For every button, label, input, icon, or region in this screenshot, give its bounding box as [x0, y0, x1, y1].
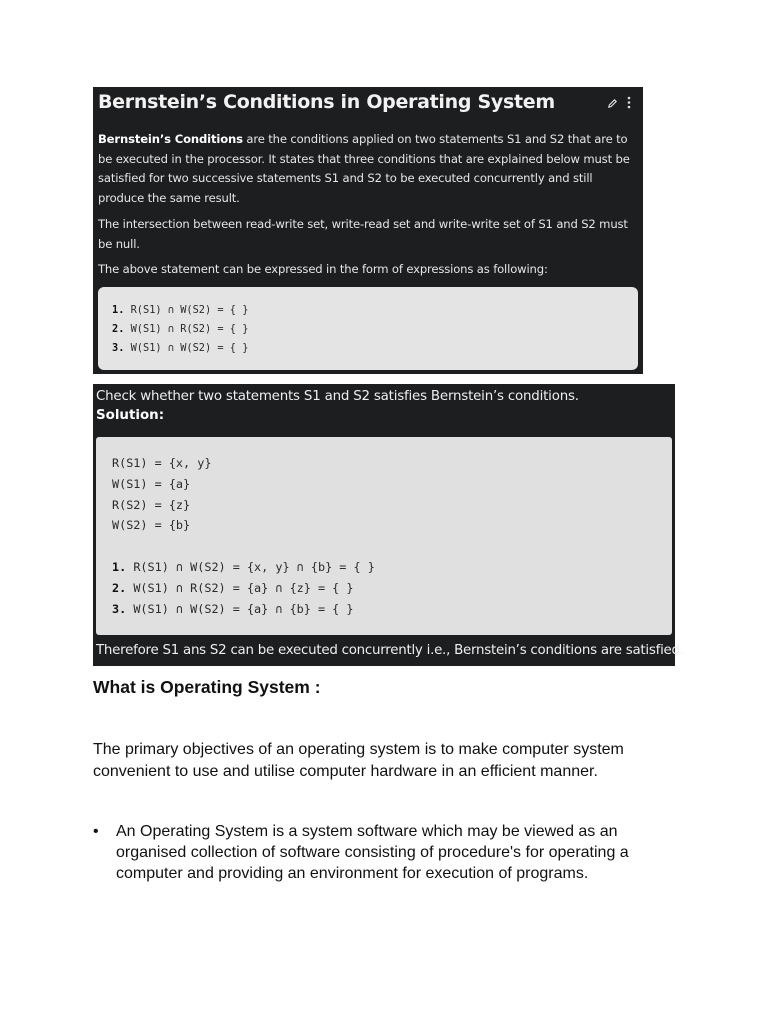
- intersection-statement: The intersection between read-write set, write-read set and write-write set of S1 and S2 must be null.: [98, 217, 628, 251]
- check-line: 3. W(S1) ∩ W(S2) = {a} ∩ {b} = { }: [112, 601, 354, 616]
- solution-code-block: [96, 437, 672, 635]
- bernstein-conditions-panel: [93, 87, 643, 374]
- check-line: 2. W(S1) ∩ R(S2) = {a} ∩ {z} = { }: [112, 580, 354, 595]
- check-line: 1. R(S1) ∩ W(S2) = {x, y} ∩ {b} = { }: [112, 560, 375, 575]
- conditions-code-block: [98, 287, 638, 370]
- expression-intro: The above statement can be expressed in the form of expressions as following:: [98, 262, 548, 276]
- set-line: R(S1) = {x, y}: [112, 456, 212, 470]
- code-line: 3. W(S1) ∩ W(S2) = { }: [112, 342, 249, 354]
- panel-toolbar: [607, 96, 631, 112]
- more-vertical-icon[interactable]: [627, 96, 631, 112]
- conclusion-text: Therefore S1 ans S2 can be executed concurrently i.e., Bernstein’s conditions are satisfied.: [96, 643, 684, 658]
- code-line: 2. W(S1) ∩ R(S2) = { }: [112, 323, 249, 335]
- example-question: Check whether two statements S1 and S2 satisfies Bernstein’s conditions.: [96, 389, 579, 404]
- code-line: 1. R(S1) ∩ W(S2) = { }: [112, 304, 249, 316]
- set-line: R(S2) = {z}: [112, 497, 191, 512]
- objectives-paragraph: The primary objectives of an operating system is to make computer system convenient to use and utilise computer hardware in an efficient manner.: [93, 741, 624, 780]
- set-line: W(S1) = {a}: [112, 476, 191, 491]
- spacer: [112, 536, 672, 557]
- conditions-description-text: are the conditions applied on two statements S1 and S2 that are to be executed in the processor. It states that three conditions that are explained below must be satisfied for two successive statements S1 and S2 to be executed concurrently and still produce the same result.: [98, 132, 630, 205]
- conditions-description: [98, 130, 638, 208]
- bullet-icon: •: [93, 823, 99, 840]
- pencil-icon[interactable]: [607, 97, 618, 112]
- panel-title: Bernstein’s Conditions in Operating System: [98, 91, 555, 113]
- example-solution-panel: [93, 384, 684, 666]
- bullet-text: An Operating System is a system software which may be viewed as an organised collection of software consisting of procedure's for operating a computer and providing an environment for execution of programs.: [116, 823, 629, 882]
- solution-label: Solution:: [96, 408, 165, 423]
- section-heading: What is Operating System :: [93, 677, 321, 697]
- conditions-term: Bernstein’s Conditions: [98, 132, 243, 146]
- set-line: W(S2) = {b}: [112, 518, 191, 533]
